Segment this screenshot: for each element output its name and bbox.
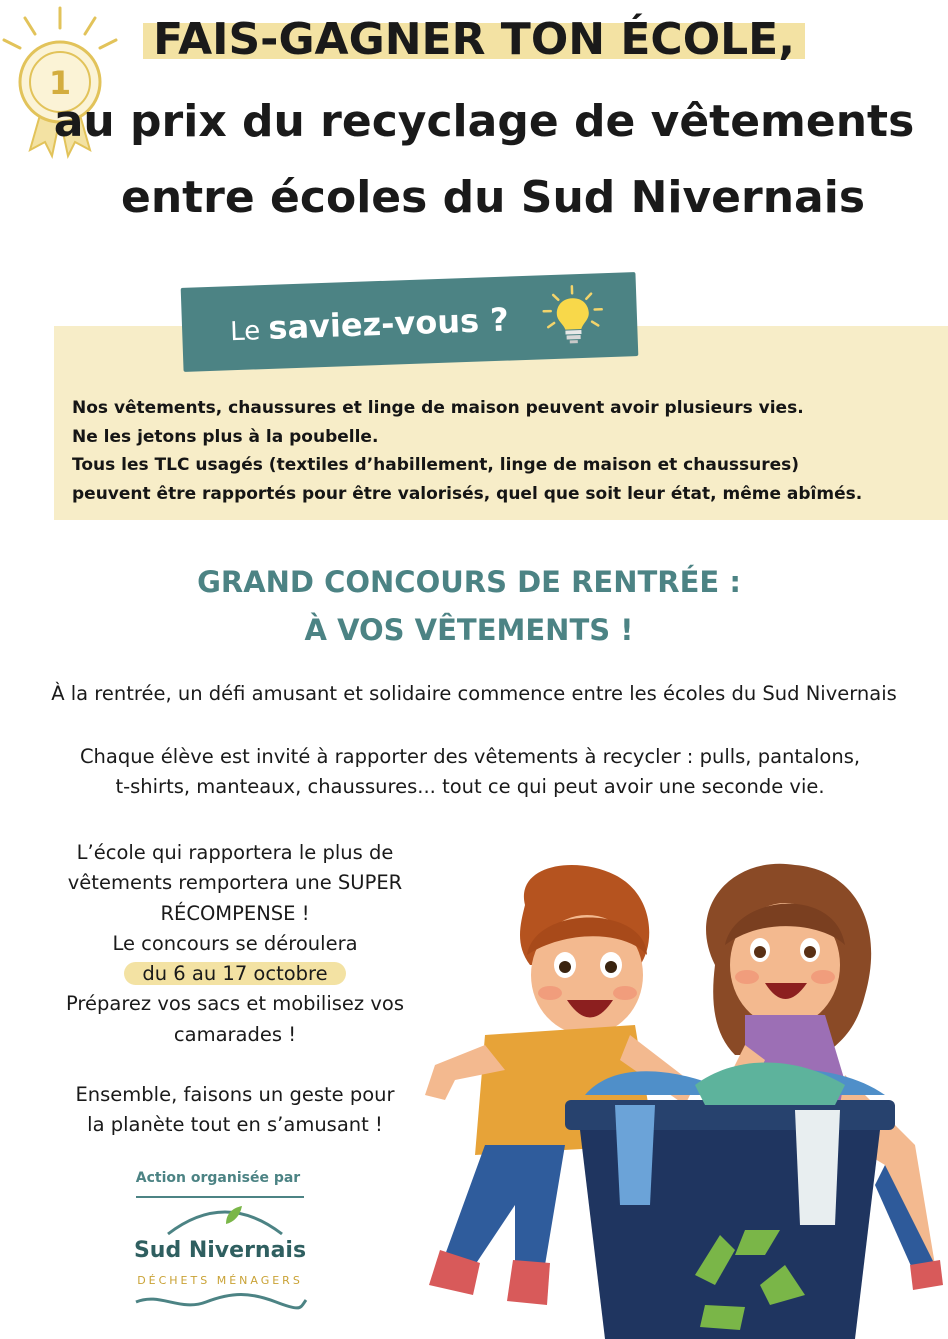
contest-paragraph-4: [20, 1080, 450, 1140]
para3-line-7: camarades !: [173, 1022, 297, 1046]
contest-heading-line-1: GRAND CONCOURS DE RENTRÉE :: [197, 565, 741, 599]
para3-line-2: vêtements remportera une SUPER: [67, 871, 403, 895]
contest-paragraph-2: [0, 742, 940, 802]
lightbulb-icon: [539, 283, 607, 345]
para3-line-4: Le concours se déroulera: [112, 931, 358, 955]
contest-dates: du 6 au 17 octobre: [124, 962, 345, 985]
title-line-1: [0, 14, 948, 65]
organizer-subtitle: DÉCHETS MÉNAGERS: [137, 1274, 303, 1287]
para3-line-3: RÉCOMPENSE !: [160, 901, 310, 925]
organizer-label: Action organisée par: [135, 1170, 301, 1186]
para4-line-2: la planète tout en s’amusant !: [87, 1113, 383, 1136]
title-line-1-text: FAIS-GAGNER TON ÉCOLE,: [143, 14, 805, 65]
recycling-bin: [565, 1063, 895, 1339]
title-line-2: au prix du recyclage de vêtements: [53, 96, 915, 147]
title-line-3: entre écoles du Sud Nivernais: [120, 172, 866, 223]
organizer-divider: [136, 1196, 304, 1198]
info-line-3: Tous les TLC usagés (textiles d’habillement, linge de maison et chaussures): [72, 455, 800, 475]
para2-line-1: Chaque élève est invité à rapporter des vêtements à recycler : pulls, pantalons,: [79, 745, 861, 768]
info-line-2: Ne les jetons plus à la poubelle.: [72, 426, 379, 447]
contest-heading: [0, 558, 938, 654]
para4-line-1: Ensemble, faisons un geste pour: [75, 1083, 395, 1106]
info-line-4: peuvent être rapportés pour être valorisés, quel que soit leur état, même abîmés.: [72, 483, 863, 504]
kids-recycling-illustration: [415, 845, 948, 1339]
para2-line-2: t-shirts, manteaux, chaussures... tout ce qui peut avoir une seconde vie.: [115, 775, 825, 798]
para3-line-1: L’école qui rapportera le plus de: [76, 841, 394, 864]
para3-line-6: Préparez vos sacs et mobilisez vos: [66, 992, 404, 1016]
logo-wave-icon: [130, 1290, 310, 1314]
contest-paragraph-3: [20, 838, 450, 1050]
contest-heading-line-2: À VOS VÊTEMENTS !: [304, 613, 634, 647]
medal-number: 1: [48, 64, 72, 102]
info-text: [72, 394, 942, 508]
saviez-vous-title: [229, 301, 509, 349]
info-line-1: Nos vêtements, chaussures et linge de maison peuvent avoir plusieurs vies.: [72, 398, 804, 418]
saviez-vous-banner: [181, 272, 639, 372]
organizer-name: Sud Nivernais: [133, 1238, 307, 1263]
logo-arc-icon: [160, 1200, 290, 1236]
contest-intro: À la rentrée, un défi amusant et solidaire commence entre les écoles du Sud Nivernais: [51, 682, 897, 705]
saviez-prefix: Le: [229, 315, 270, 348]
saviez-bold: saviez-vous ?: [267, 300, 510, 347]
